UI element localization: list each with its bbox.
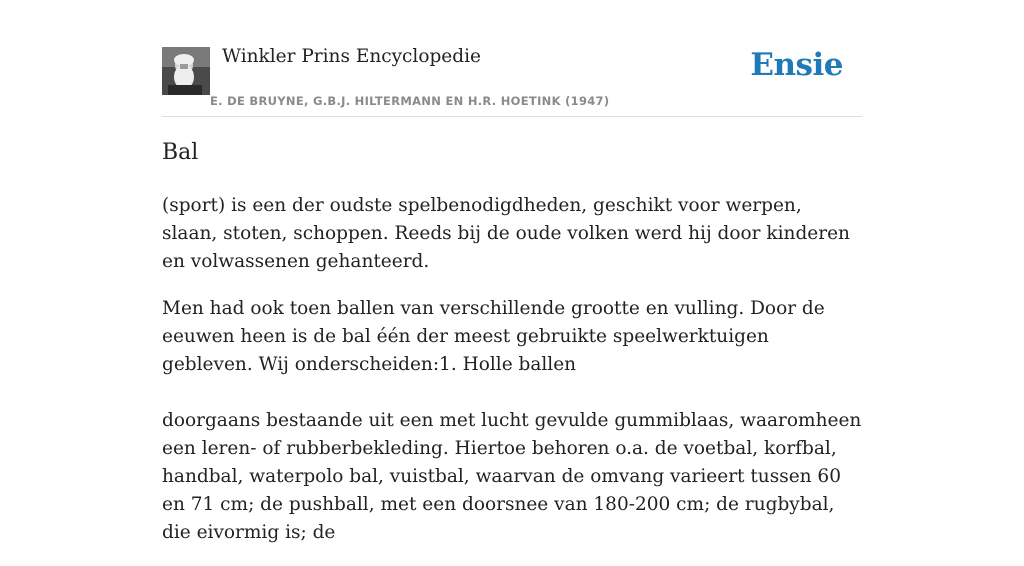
paragraph: (sport) is een der oudste spelbenodigdheden, geschikt voor werpen, slaan, stoten, schoppen. Reeds bij de oude volken werd hij door kinderen en volwassenen gehanteerd.	[162, 195, 850, 272]
paragraph: doorgaans bestaande uit een met lucht gevulde gummiblaas, waaromheen een leren- of rubberbekleding. Hiertoe behoren o.a. de voetbal, korfbal, handbal, waterpolo bal, vuistbal, waarvan de omvang varieert tussen 60 en 71 cm; de pushball, met een doorsnee van 180-200 cm; de rugbybal, die eivormig is; de	[162, 410, 862, 543]
site-header	[162, 0, 862, 117]
site-title[interactable]: Winkler Prins Encyclopedie	[222, 46, 481, 67]
page-container	[162, 0, 862, 543]
author-avatar[interactable]	[162, 47, 210, 95]
authors-line: E. DE BRUYNE, G.B.J. HILTERMANN EN H.R. HOETINK (1947)	[210, 94, 610, 108]
article-body	[162, 192, 862, 566]
portrait-icon	[162, 47, 210, 95]
brand-logo[interactable]: Ensie	[750, 47, 843, 83]
article-title: Bal	[162, 140, 199, 165]
paragraph: Men had ook toen ballen van verschillende grootte en vulling. Door de eeuwen heen is de bal één der meest gebruikte speelwerktuigen gebleven. Wij onderscheiden:1. Holle ballen	[162, 298, 825, 375]
